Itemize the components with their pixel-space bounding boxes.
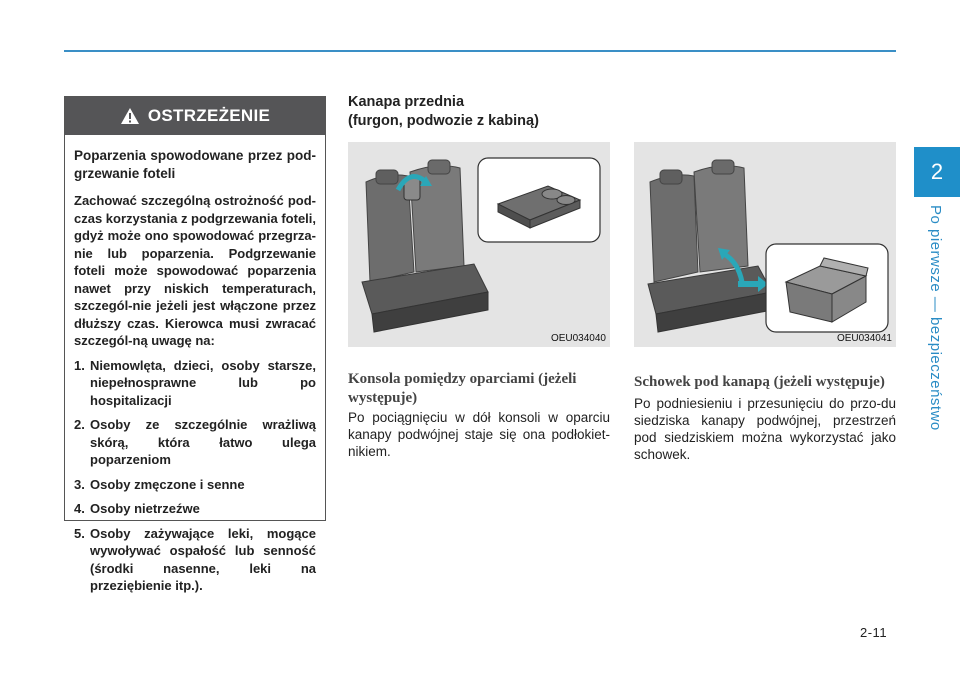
warning-title: Poparzenia spowodowane przez pod-grzewanie foteli [74, 148, 316, 181]
top-rule [64, 50, 896, 52]
console-text: Po pociągnięciu w dół konsoli w oparciu kanapy podwójnej staje się ona podłokiet-nikiem. [348, 410, 610, 459]
warning-list [74, 357, 316, 595]
list-item: 3. Osoby zmęczone i senne [74, 476, 245, 492]
warning-intro: Zachować szczególną ostrożność pod-czas korzystania z podgrzewania foteli, gdyż może ono spowodować przegrza-nie lub poparzenia. Podgrzewanie foteli może spowodować poparzenia nawet przy niskich temperaturach, szczegól-nie jeżeli jest włączone przez dłuższy czas. Kierowca musi zwracać szczegól-ną uwagę na: [74, 193, 317, 348]
console-heading: Konsola pomiędzy oparciami (jeżeli występuje) [348, 371, 577, 406]
figure-code: OEU034041 [836, 333, 892, 344]
list-item: 1. Niemowlęta, dzieci, osoby starsze, niepełnosprawne lub po hospitalizacji [74, 357, 316, 408]
list-item: 4. Osoby nietrzeźwe [74, 501, 200, 516]
figure-code: OEU034040 [550, 333, 606, 344]
warning-box [64, 96, 326, 593]
figure-console [348, 142, 610, 347]
seat-storage-illustration [634, 142, 896, 347]
warning-triangle-icon [120, 107, 140, 125]
seat-console-illustration [348, 142, 610, 347]
chapter-number: 2 [930, 159, 944, 184]
storage-text: Po podniesieniu i przesunięciu do przo-du siedziska kanapy podwójnej, przestrzeń pod siedziskiem można wykorzystać jako schowek. [634, 396, 896, 462]
page-number: 2-11 [860, 625, 888, 640]
storage-heading: Schowek pod kanapą (jeżeli występuje) [634, 374, 885, 390]
warning-header [65, 97, 325, 135]
section-title: Kanapa przednia (furgon, podwozie z kabiną) [348, 94, 539, 129]
warning-heading: OSTRZEŻENIE [147, 106, 271, 125]
list-item: 2. Osoby ze szczególnie wrażliwą skórą, która łatwo ulega poparzeniom [74, 417, 316, 467]
chapter-title: Po pierwsze — bezpieczeństwo [927, 205, 944, 431]
figure-storage [634, 142, 896, 347]
chapter-tab[interactable] [914, 147, 960, 197]
warning-body [65, 135, 325, 595]
list-item: 5. Osoby zażywające leki, mogące wywoływać ospałość lub senność (środki nasenne, leki na przeziębienie itp.). [74, 525, 316, 593]
